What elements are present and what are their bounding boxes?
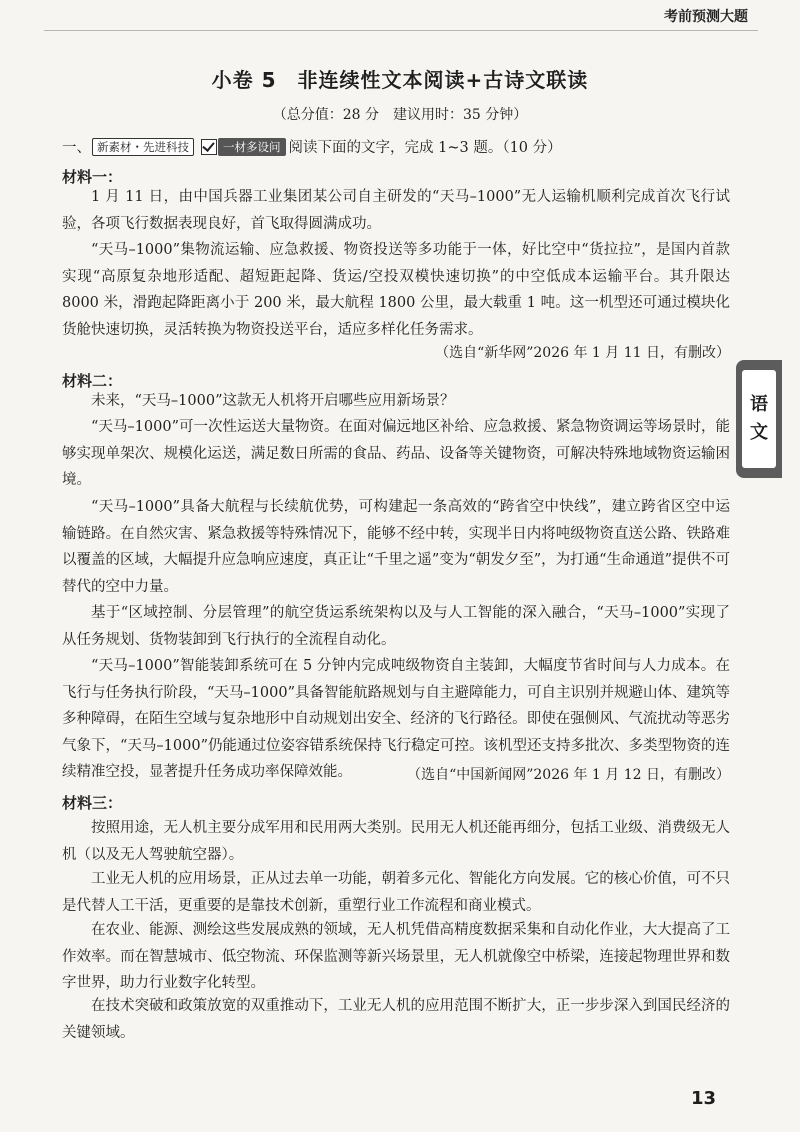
question-line xyxy=(62,136,562,157)
material-3-paragraph-3: 在农业、能源、测绘这些发展成熟的领域，无人机凭借高精度数据采集和自动化作业，大大提高了工作效率。而在智慧城市、低空物流、环保监测等新兴场景里，无人机就像空中桥梁，连接起物理世界和数字世界，助力行业数字化转型。 xyxy=(62,922,730,992)
material-3-paragraph-2: 工业无人机的应用场景，正从过去单一功能，朝着多元化、智能化方向发展。它的核心价值，可不只是代替人工干活，更重要的是靠技术创新，重塑行业工作流程和商业模式。 xyxy=(62,871,730,914)
page-subtitle: （总分值：28 分 建议用时：35 分钟） xyxy=(272,107,528,123)
tag-new-material: 新素材・先进科技 xyxy=(92,138,194,156)
material-2-paragraph-1: 未来，“天马–1000”这款无人机将开启哪些应用新场景？ xyxy=(91,393,455,409)
header-label: 考前预测大题 xyxy=(664,9,748,25)
side-tab-char-2: 文 xyxy=(750,422,768,443)
material-3-heading: 材料三： xyxy=(62,794,123,812)
material-3-paragraph-1: 按照用途，无人机主要分成军用和民用两大类别。民用无人机还能再细分，包括工业级、消费级无人机（以及无人驾驶航空器）。 xyxy=(62,820,730,863)
material-1-paragraph-2: “天马–1000”集物流运输、应急救援、物资投送等多功能于一体，好比空中“货拉拉”，是国内首款实现“高原复杂地形适配、超短距起降、货运/空投双模快速切换”的中空低成本运输平台。其升限达 8000 米，滑跑起降距离小于 200 米，最大航程 1800 公里，最大载重 1 吨。这一机型还可通过模块化货舱快速切换，灵活转换为物资投送平台，适应多样化任务需求。 xyxy=(62,242,730,338)
check-icon xyxy=(201,139,217,155)
material-1-source: （选自“新华网”2026 年 1 月 11 日，有删改） xyxy=(435,345,730,361)
side-tab-char-1: 语 xyxy=(750,394,768,415)
material-2-heading: 材料二： xyxy=(62,372,123,390)
tag-multi-question: 一材多设问 xyxy=(218,138,286,156)
page-number: 13 xyxy=(690,1088,716,1109)
question-prefix: 一、 xyxy=(62,140,91,156)
material-2-paragraph-3: “天马–1000”具备大航程与长续航优势，可构建起一条高效的“跨省空中快线”，建立跨省区空中运输链路。在自然灾害、紧急救援等特殊情况下，能够不经中转，实现半日内将吨级物资直送公路、铁路难以覆盖的区域，大幅提升应急响应速度，真正让“千里之遥”变为“朝发夕至”，为打通“生命通道”提供不可替代的空中力量。 xyxy=(62,499,730,595)
subject-side-tab xyxy=(736,360,782,478)
material-3-paragraph-4: 在技术突破和政策放宽的双重推动下，工业无人机的应用范围不断扩大，正一步步深入到国民经济的关键领域。 xyxy=(62,998,730,1041)
question-text: 阅读下面的文字，完成 1~3 题。（10 分） xyxy=(288,140,562,156)
material-2-paragraph-5: “天马–1000”智能装卸系统可在 5 分钟内完成吨级物资自主装卸，大幅度节省时间与人力成本。在飞行与任务执行阶段，“天马–1000”具备智能航路规划与自主避障能力，可自主识别并规避山体、建筑等多种障碍，在陌生空域与复杂地形中自动规划出安全、经济的飞行路径。即使在强侧风、气流扰动等恶劣气象下，“天马–1000”仍能通过位姿容错系统保持飞行稳定可控。该机型还支持多批次、多类型物资的连续精准空投，显著提升任务成功率保障效能。 xyxy=(62,658,730,781)
header-divider xyxy=(44,30,758,31)
material-2-paragraph-2: “天马–1000”可一次性运送大量物资。在面对偏远地区补给、应急救援、紧急物资调运等场景时，能够实现单架次、规模化运送，满足数日所需的食品、药品、设备等关键物资，可解决特殊地域物资运输困境。 xyxy=(62,419,730,489)
material-2-source: （选自“中国新闻网”2026 年 1 月 12 日，有删改） xyxy=(407,767,730,783)
material-1-heading: 材料一： xyxy=(62,168,123,186)
material-2-paragraph-4: 基于“区域控制、分层管理”的航空货运系统架构以及与人工智能的深入融合，“天马–1000”实现了从任务规划、货物装卸到飞行执行的全流程自动化。 xyxy=(62,605,730,648)
material-1-paragraph-1: 1 月 11 日，由中国兵器工业集团某公司自主研发的“天马–1000”无人运输机顺利完成首次飞行试验，各项飞行数据表现良好，首飞取得圆满成功。 xyxy=(62,189,730,232)
page-title: 小卷 5 非连续性文本阅读+古诗文联读 xyxy=(211,68,589,92)
